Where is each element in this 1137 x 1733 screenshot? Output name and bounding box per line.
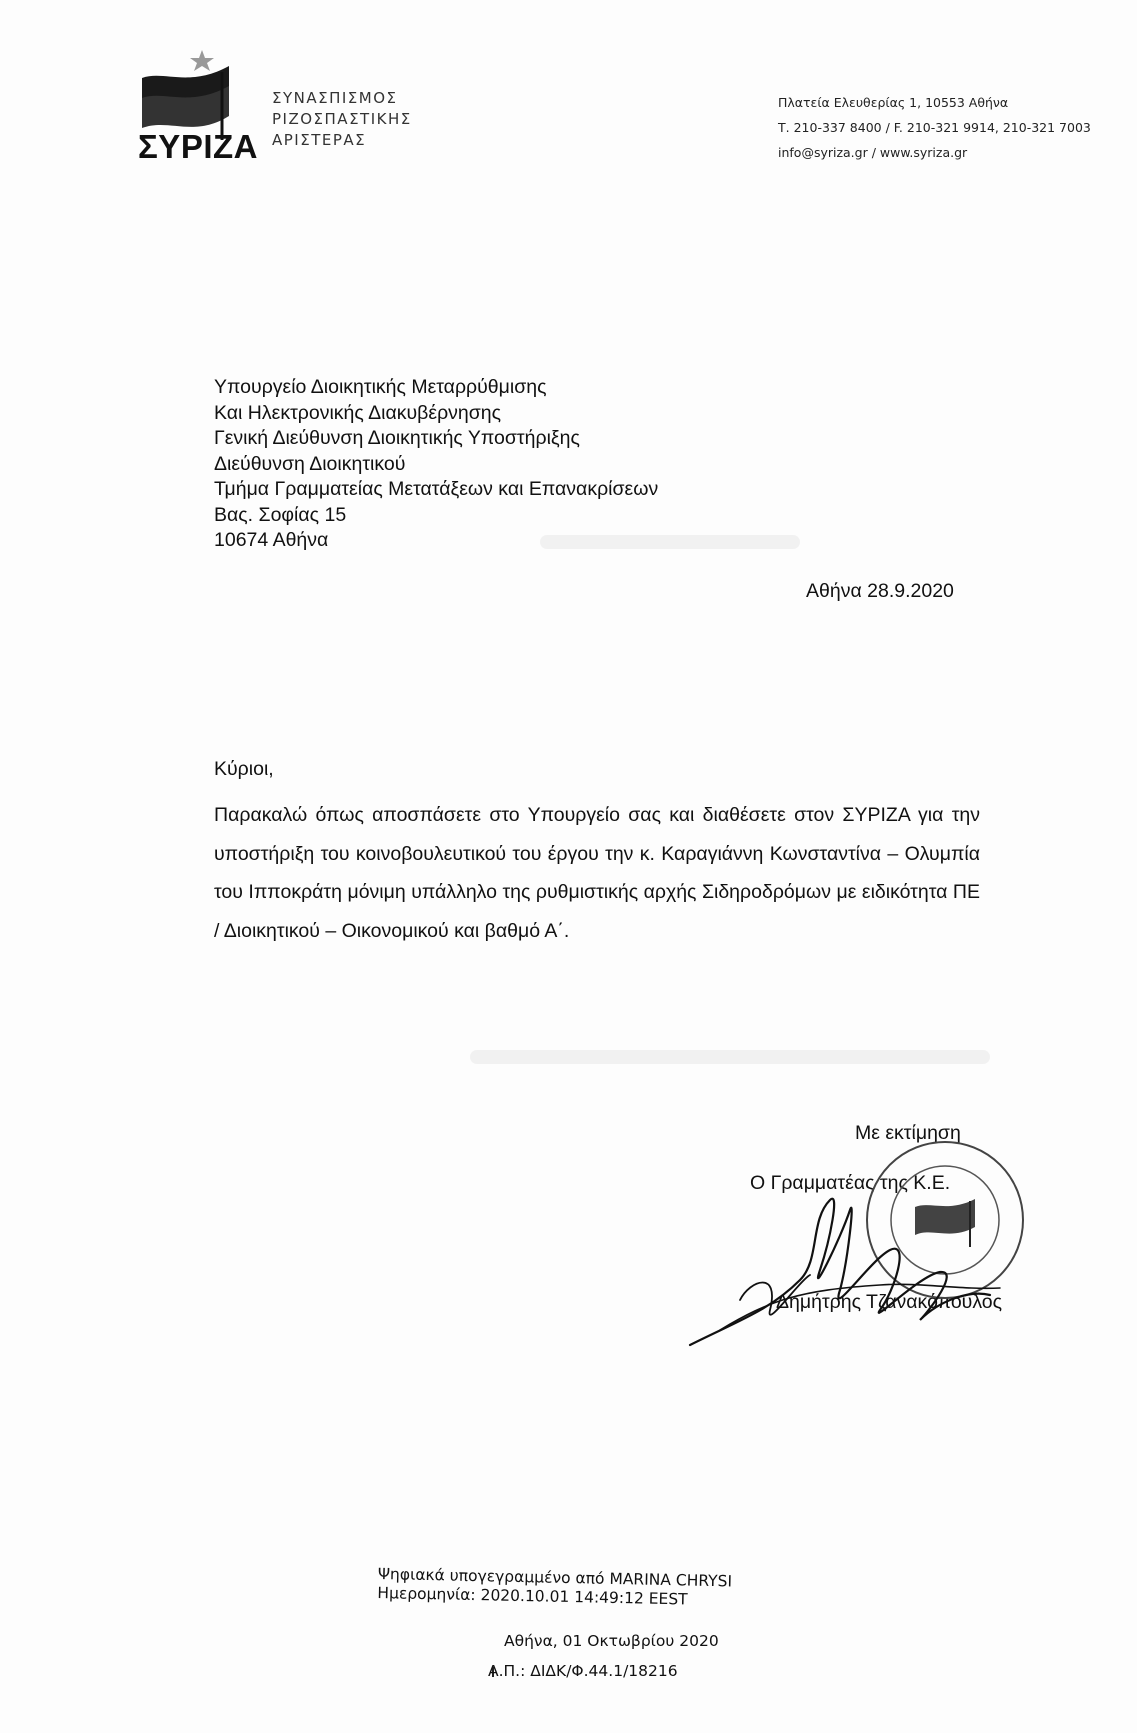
party-name-line: ΣΥΝΑΣΠΙΣΜΟΣ <box>272 89 398 107</box>
digital-signature-signer: Ψηφιακά υπογεγραμμένο από MARINA CHRYSI <box>377 1565 733 1591</box>
addressee-line: Και Ηλεκτρονικής Διακυβέρνησης <box>214 401 502 424</box>
addressee-line: Υπουργείο Διοικητικής Μεταρρύθμισης <box>214 376 547 398</box>
letter-date: Αθήνα 28.9.2020 <box>806 580 954 602</box>
footer-date: Αθήνα, 01 Οκτωβρίου 2020 <box>504 1632 719 1650</box>
addressee-line: Τμήμα Γραμματείας Μετατάξεων και Επανακρίσεων <box>214 478 659 500</box>
party-name <box>272 88 412 151</box>
salutation: Κύριοι, <box>214 758 274 780</box>
closing-regards: Με εκτίμηση <box>855 1122 961 1144</box>
addressee-line: Διεύθυνση Διοικητικού <box>214 452 406 475</box>
contact-address: Πλατεία Ελευθερίας 1, 10553 Αθήνα <box>778 95 1009 110</box>
scan-artifact <box>470 1050 990 1064</box>
contact-web[interactable]: info@syriza.gr / www.syriza.gr <box>778 145 968 160</box>
logo-wordmark: ΣΥΡΙΖΑ <box>138 128 258 165</box>
signatory-name: Δημήτρης Τζανακόπουλος <box>776 1291 1003 1313</box>
protocol-number: Α.Π.: ΔΙΔΚ/Φ.44.1/18216 <box>488 1662 678 1680</box>
addressee-line: Βας. Σοφίας 15 <box>214 503 347 526</box>
addressee-block <box>214 375 658 554</box>
digital-signature <box>377 1565 732 1610</box>
signatory-title: Ο Γραμματέας της Κ.Ε. <box>750 1172 951 1194</box>
contact-info <box>778 90 1091 165</box>
contact-phone: Τ. 210-337 8400 / F. 210-321 9914, 210-321 7003 <box>778 120 1091 135</box>
party-name-line: ΑΡΙΣΤΕΡΑΣ <box>272 131 367 149</box>
party-name-line: ΡΙΖΟΣΠΑΣΤΙΚΗΣ <box>272 110 412 128</box>
addressee-line: Γενική Διεύθυνση Διοικητικής Υποστήριξης <box>214 427 580 449</box>
handwritten-signature-icon <box>680 1180 1010 1350</box>
digital-signature-date: Ημερομηνία: 2020.10.01 14:49:12 EEST <box>377 1583 688 1609</box>
addressee-line: 10674 Αθήνα <box>214 529 329 551</box>
letter-body: Παρακαλώ όπως αποσπάσετε στο Υπουργείο σας και διαθέσετε στον ΣΥΡΙΖΑ για την υποστήριξη του κοινοβουλευτικού του έργου την κ. Καραγιάννη Κωνσταντίνα – Ολυμπία του Ιπποκράτη μόνιμη υπάλληλο της ρυθμιστικής αρχής Σιδηροδρόμων με ειδικότητα ΠΕ / Διοικητικού – Οικονομικού και βαθμό Α΄. <box>214 804 980 942</box>
